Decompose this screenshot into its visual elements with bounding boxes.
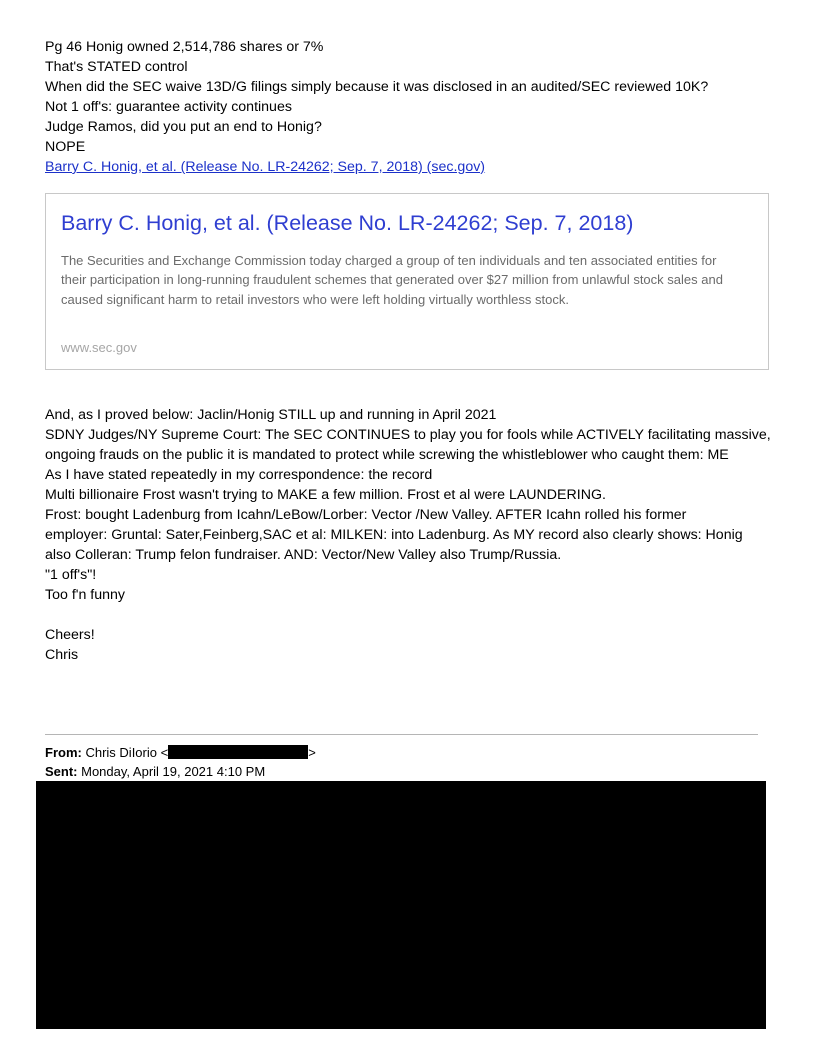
preview-card-description: The Securities and Exchange Commission today charged a group of ten individuals and ten associated entities for their participation in long-running fraudulent schemes that generated over $27 million from unlawful stock sales and caused significant harm to retail investors who were left holding virtually worthless stock. [61,253,723,307]
text-line: Multi billionaire Frost wasn't trying to MAKE a few million. Frost et al were LAUNDERING. [45,487,606,503]
text-line: And, as I proved below: Jaclin/Honig STILL up and running in April 2021 [45,407,497,423]
redacted-content-block [36,781,766,1029]
sent-row [45,762,316,781]
text-line: employer: Gruntal: Sater,Feinberg,SAC et al: MILKEN: into Ladenburg. As MY record also clearly shows: Honig [45,527,743,543]
text-line: Judge Ramos, did you put an end to Honig? [45,119,322,135]
text-line: also Colleran: Trump felon fundraiser. AND: Vector/New Valley also Trump/Russia. [45,547,562,563]
link-preview-card[interactable] [45,193,769,370]
preview-card-title[interactable]: Barry C. Honig, et al. (Release No. LR-24262; Sep. 7, 2018) [61,211,634,235]
text-line: Too f'n funny [45,587,126,603]
from-label: From: [45,745,82,760]
signoff-line: Cheers! [45,627,95,643]
from-row [45,743,316,762]
text-line: NOPE [45,139,86,155]
sent-value: Monday, April 19, 2021 4:10 PM [81,764,266,779]
text-line: That's STATED control [45,59,188,75]
intro-text-block [45,37,785,177]
text-line: ongoing frauds on the public it is mandated to protect while screwing the whistleblower who caught them: ME [45,447,729,463]
forwarded-email-header [45,743,316,781]
text-line: Frost: bought Ladenburg from Icahn/LeBow/Lorber: Vector /New Valley. AFTER Icahn rolled his former [45,507,687,523]
text-line: When did the SEC waive 13D/G filings simply because it was disclosed in an audited/SEC reviewed 10K? [45,79,709,95]
text-line: Pg 46 Honig owned 2,514,786 shares or 7% [45,39,324,55]
signature-line: Chris [45,647,79,663]
preview-card-source: www.sec.gov [61,340,137,355]
text-line: Not 1 off's: guarantee activity continues [45,99,292,115]
from-name: Chris DiIorio < [85,745,169,760]
email-separator [45,734,758,735]
text-line: As I have stated repeatedly in my correspondence: the record [45,467,433,483]
sent-label: Sent: [45,764,78,779]
blank-line [45,605,785,625]
from-close: > [308,745,316,760]
redacted-email-address [168,745,308,759]
sec-release-link[interactable]: Barry C. Honig, et al. (Release No. LR-24262; Sep. 7, 2018) (sec.gov) [45,159,486,175]
body-text-block [45,405,785,665]
text-line: "1 off's"! [45,567,97,583]
text-line: SDNY Judges/NY Supreme Court: The SEC CONTINUES to play you for fools while ACTIVELY facilitating massive, [45,427,771,443]
